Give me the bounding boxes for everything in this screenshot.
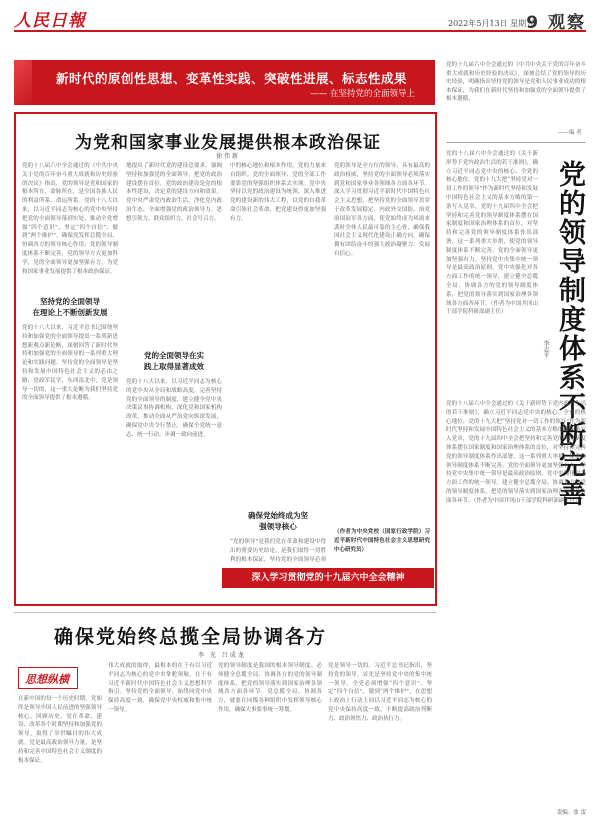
page-number: 9 观察 (526, 13, 586, 33)
editor-note: 党的十九届六中全会通过的《中共中央关于党的百年奋斗重大成就和历史经验的决议》，深刻总结了党的领导的历史经验，明确指出坚持党的领导是党和人民事业成功的根本保证，为我们在新时代坚持和加强党的全面领导提供了根本遵循。 (446, 62, 586, 102)
lower-column-3: 党的领导制度是我国的根本领导制度。必须健全总揽全局、协调各方的党的领导制度体系，把党的领导落实到国家治理各领域各方面各环节。党总揽全局、协调各方，就要在同级各种组织中发挥领导核心作用，确保大事要事统一筹划。 (218, 663, 322, 713)
column-label (18, 667, 78, 689)
editor-note-sign: ——编 者 (558, 130, 582, 136)
study-banner: 深入学习贯彻党的十九届六中全会精神 (222, 568, 434, 588)
right-article-title: 党的领导制度体系不断完善 (554, 160, 585, 508)
main-subhead-3: 确保党始终成为坚 强领导核心 (248, 511, 308, 531)
lower-column-1: 在新中国的每一个历史时期，党始终是领导中国人民前进的坚强领导核心。回顾历史，党在革命、建设、改革各个时期坚持和加强党的领导，取得了举世瞩目的伟大成就。党是最高政治领导力量，是坚持和完善中国特色社会主义制度的根本保证。 (18, 696, 102, 764)
series-banner-title: 新时代的原创性思想、变革性实践、突破性进展、标志性成果 (56, 71, 408, 86)
lower-article-title: 确保党始终总揽全局协调各方 (54, 626, 328, 648)
main-column-4: 党的领导是全方位的领导，具有最高的政治权威，坚持党的全面领导必须落实到党和国家事业各领域各方面各环节。深入学习贯彻习近平新时代中国特色社会主义思想，把坚持党的全面领导贯穿于改革发展稳定、内政外交国防、治党治国治军各方面，使党始终成为风雨来袭时全体人民最可靠的主心骨，确保我国社会主义现代化建设正确方向，确保拥有团结奋斗的强大政治凝聚力、发展自信心。 (334, 163, 430, 257)
main-column-1b: 党的十八大以来，习近平总书记围绕坚持和加强党的全面领导提出一系列新思想新观点新论断，深刻回答了新时代坚持和加强党的全面领导的一系列重大理论和实践问题。坚持党的全面领导是坚持和发展中国特色社会主义的必由之路，党政军民学，东西南北中，党是领导一切的，这一重大论断为我们坚持党的全面领导提供了根本遵循。 (22, 325, 118, 402)
right-divider (446, 142, 586, 143)
section-divider (14, 612, 436, 613)
series-banner (14, 60, 435, 105)
series-banner-subtitle: —— 在坚持党的全面领导上 (310, 89, 415, 99)
main-subhead-2: 党的全面领导在实 践上取得显著成效 (144, 351, 204, 371)
page-editor: 责编：张 雷 (556, 810, 586, 816)
right-article-author: 李志平 (542, 340, 549, 358)
main-column-1: 党的十八届六中全会通过的《中共中央关于党的百年奋斗重大成就和历史经验的决议》指出，党的领导是党和国家的根本所在、命脉所在，是全国各族人民的利益所系、命运所系。党的十八大以来，以习近平同志为核心的党中央坚持把党的全面领导落到实处，推动全党增强“四个意识”、坚定“四个自信”、做到“两个维护”，确保党发挥总揽全局、协调各方的领导核心作用，党的领导制度体系不断完善，党的领导方式更加科学，党的全面领导更加坚强有力，为党和国家事业发展提供了根本政治保证。 (22, 163, 118, 275)
main-column-3: 中的核心地位和根本作用。党的力量来自组织。党的全面领导、党的全部工作要靠党的坚强组织体系去实现。党中央坚持以党的政治建设为统领，深入推进党的建设新的伟大工程，以党的自我革命引领社会革命，把党建设得更加坚强有力。 (230, 163, 326, 222)
dateline: 2022年5月13日 星期五 (448, 19, 535, 28)
right-column-top: 党的十八届六中全会通过的《关于新形势下党内政治生活的若干准则》，确立习近平同志党中央的核心、全党的核心地位。党的十九大把“坚持党对一切工作的领导”作为新时代坚持和发展中国特色社会主义的基本方略的第一条写入党章，党的十九届四中全会把坚持和完善党的领导制度体系摆在国家制度和国家治理体系的首位，对坚持和完善党的领导制度体系作出部署。这一系列重大举措，使党的领导制度体系不断完善，党的全面领导更加坚强有力。坚持党中央集中统一领导是最高政治原则，党中央强化对各方面工作的统一领导，建立健全总揽全局、协调各方的党的领导制度体系，把党的领导落实到国家治理各领域各方面各环节。（作者为中国井冈山干部学院科研部副主任） (446, 151, 538, 316)
main-column-2b: 党的十八大以来，以习近平同志为核心的党中央从全局和战略高度，完善坚持党的全面领导的制度，建立健全党中央决策议事协调机构，深化党和国家机构改革，推动全面从严治党向纵深发展，确保党中央令行禁止，确保全党统一意志、统一行动、步调一致向前进。 (126, 379, 222, 438)
main-article-author: 徐伟新 (216, 153, 241, 160)
right-column-body: 党的十八届六中全会通过的《关于新形势下党内政治生活的若干准则》，确立习近平同志党中央的核心、全党的核心地位。党的十九大把“坚持党对一切工作的领导”作为新时代坚持和发展中国特色社会主义的基本方略的第一条写入党章，党的十九届四中全会把坚持和完善党的领导制度体系摆在国家制度和国家治理体系的首位，对坚持和完善党的领导制度体系作出部署。这一系列重大举措，使党的领导制度体系不断完善，党的全面领导更加坚强有力。坚持党中央集中统一领导是最高政治原则，党中央强化对各方面工作的统一领导，建立健全总揽全局、协调各方的党的领导制度体系，把党的领导落实到国家治理各领域各方面各环节。（作者为中国井冈山干部学院科研部副主任） (446, 401, 586, 504)
main-article-title: 为党和国家事业发展提供根本政治保证 (75, 133, 381, 153)
column-label-text: 思想纵横 (25, 673, 69, 686)
main-column-3b: “党的领导”是我们党在革命和建设中得出的重要历史结论，是我们取得一切胜利的根本保证，坚持党的全面领导必须 (230, 539, 326, 563)
main-author-note: （作者为中央党校（国家行政学院）习近平新时代中国特色社会主义思想研究中心研究员） (334, 529, 430, 553)
main-column-2: 地提出了新时代党的建设总要求，强调坚持和加强党的全面领导，把党的政治建设摆在首位。党的政治建设是党的根本性建设，决定党的建设方向和效果。党中央严肃党内政治生活，净化党内政治生态，全面增强党的政治领导力、思想引领力、群众组织力、社会号召力。 (126, 163, 222, 222)
masthead (14, 6, 586, 32)
newspaper-logo: 人民日報 (14, 11, 86, 31)
banner-ribbon-decoration (14, 60, 32, 105)
lower-column-4: 党是领导一切的。习近平总书记指出，坚持党的领导，首先是坚持党中央的集中统一领导。全党必须增强“四个意识”，坚定“四个自信”，做到“两个维护”，在思想上政治上行动上同以习近平同志为核心的党中央保持高度一致，不断提高政治判断力、政治领悟力、政治执行力。 (328, 663, 432, 722)
lower-column-2: 伟大成就的取得，最根本的在于有以习近平同志为核心的党中央掌舵领航，在于有习近平新时代中国特色社会主义思想科学指引。坚持党的全面领导，始终同党中央保持高度一致，确保党中央权威和集中统一领导。 (108, 663, 212, 713)
main-subhead-1: 坚持党的全面领导 在理论上不断创新发展 (32, 297, 108, 317)
lower-article-author: 李 光 吕成龙 (198, 652, 246, 659)
